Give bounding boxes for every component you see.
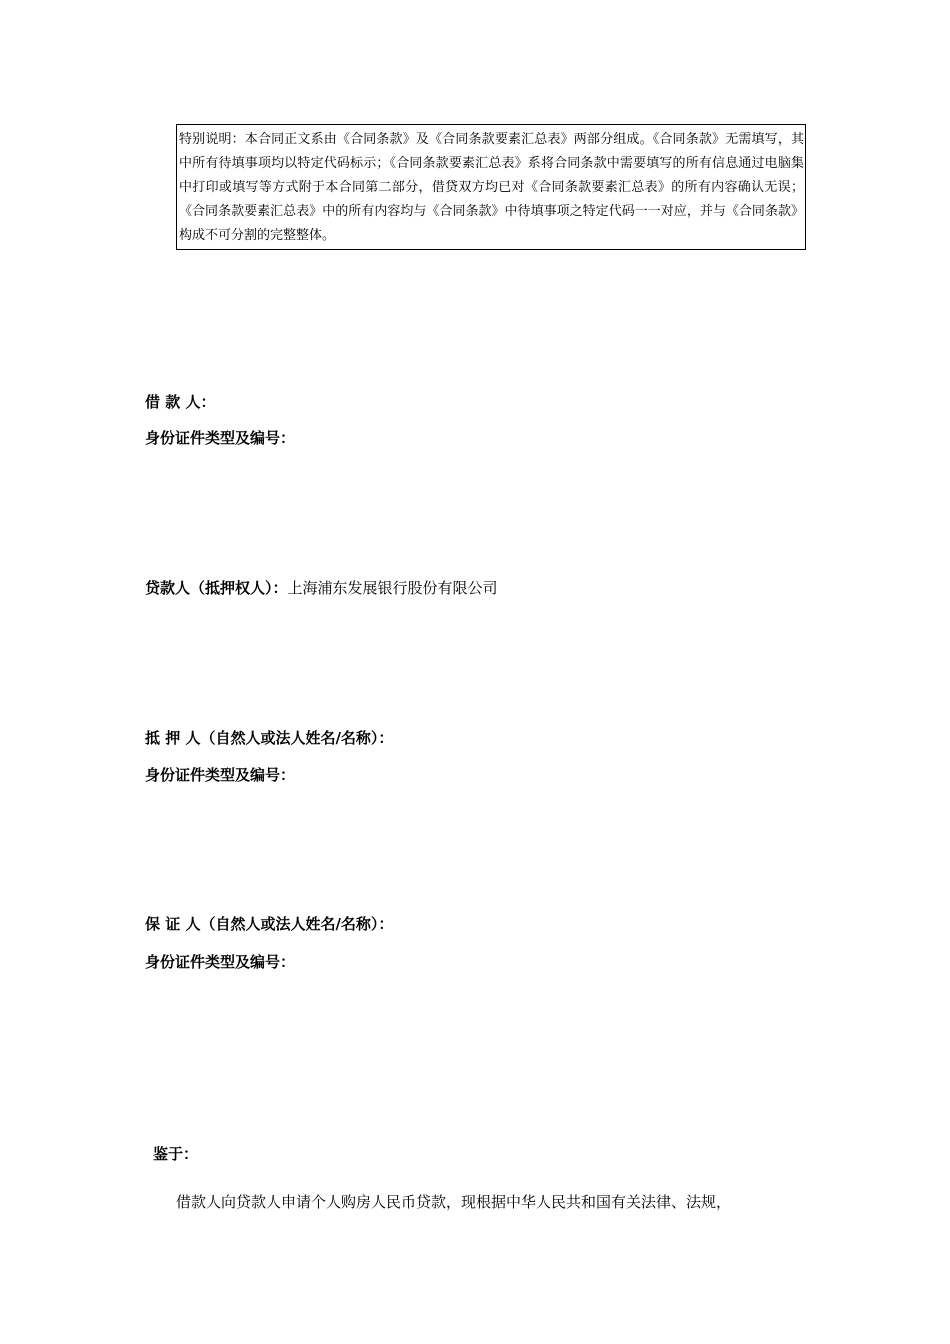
guarantor-id-label: 身份证件类型及编号： <box>145 953 296 971</box>
lender-name: 上海浦东发展银行股份有限公司 <box>287 579 498 597</box>
lender-label: 贷款人（抵押权人）： <box>145 579 288 597</box>
special-note-box <box>176 124 806 250</box>
borrower-id-label: 身份证件类型及编号： <box>145 429 296 447</box>
lender-line <box>145 578 498 598</box>
whereas-paragraph: 借款人向贷款人申请个人购房人民币贷款，现根据中华人民共和国有关法律、法规， <box>176 1193 732 1211</box>
guarantor-label: 保 证 人（自然人或法人姓名/名称）： <box>145 915 394 933</box>
borrower-label: 借 款 人： <box>145 393 216 411</box>
whereas-label: 鉴于： <box>153 1145 199 1163</box>
mortgagor-id-label: 身份证件类型及编号： <box>145 766 296 784</box>
mortgagor-label: 抵 押 人（自然人或法人姓名/名称）： <box>145 729 394 747</box>
special-note-text: 特别说明：本合同正文系由《合同条款》及《合同条款要素汇总表》两部分组成。《合同条款》无需填写，其中所有待填事项均以特定代码标示；《合同条款要素汇总表》系将合同条款中需要填写的所有信息通过电脑集中打印或填写等方式附于本合同第二部分，借贷双方均已对《合同条款要素汇总表》的所有内容确认无误；《合同条款要素汇总表》中的所有内容均与《合同条款》中待填事项之特定代码一一对应，并与《合同条款》构成不可分割的完整整体。 <box>179 132 804 243</box>
